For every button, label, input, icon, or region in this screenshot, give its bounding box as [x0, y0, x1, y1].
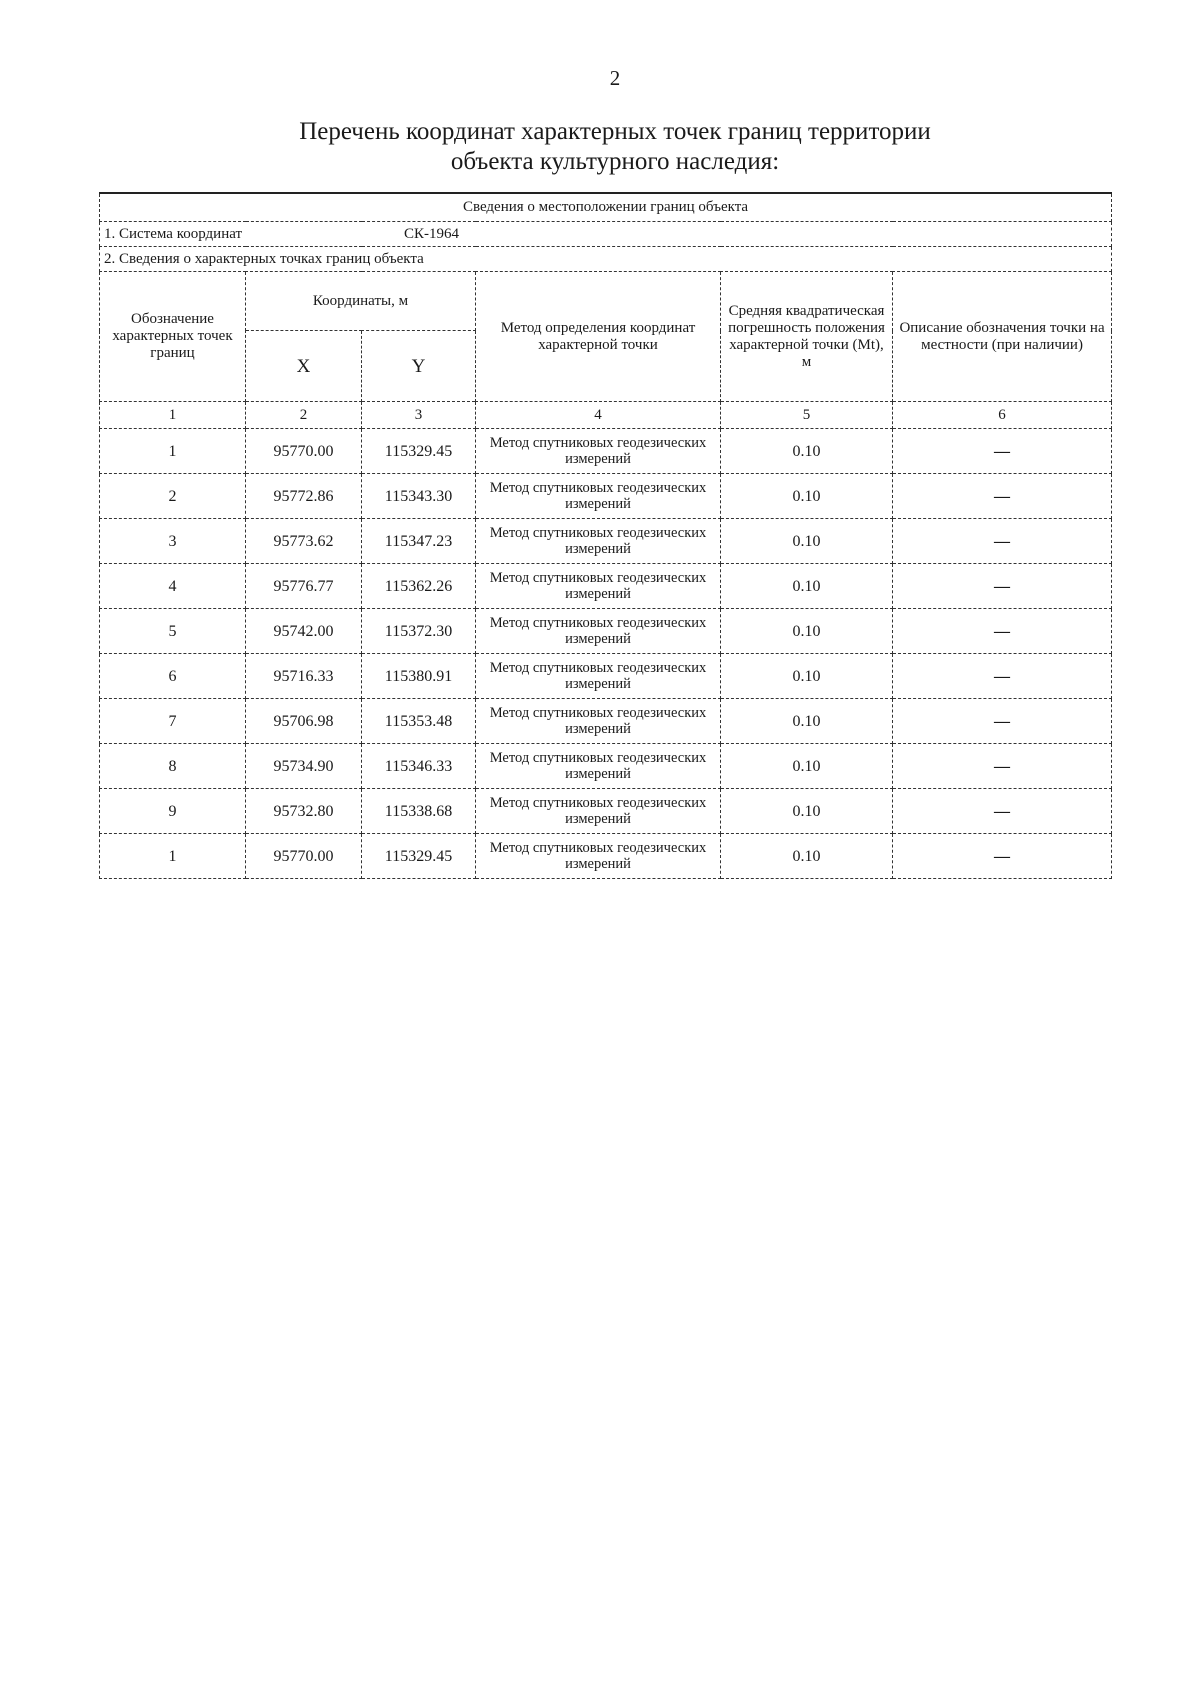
table-row [100, 429, 1112, 474]
header-x: X [246, 331, 362, 402]
coordinate-system-label: 1. Система координат [104, 225, 243, 242]
coord-x: 95776.77 [246, 564, 362, 609]
point-id: 9 [100, 789, 246, 834]
coord-y: 115329.45 [362, 429, 476, 474]
description: — [893, 789, 1112, 834]
coord-y: 115372.30 [362, 609, 476, 654]
section-label: 2. Сведения о характерных точках границ объекта [100, 247, 1112, 272]
title-line-1: Перечень координат характерных точек границ территории [299, 118, 931, 145]
method: Метод спутниковых геодезических измерений [476, 519, 721, 564]
description: — [893, 429, 1112, 474]
description: — [893, 519, 1112, 564]
table-row [100, 699, 1112, 744]
method: Метод спутниковых геодезических измерений [476, 564, 721, 609]
column-number: 6 [893, 402, 1112, 429]
coord-y: 115362.26 [362, 564, 476, 609]
column-number: 4 [476, 402, 721, 429]
description: — [893, 744, 1112, 789]
description: — [893, 834, 1112, 879]
method: Метод спутниковых геодезических измерений [476, 834, 721, 879]
table-row [100, 519, 1112, 564]
title-line-2: объекта культурного наследия: [450, 148, 780, 175]
error: 0.10 [721, 789, 893, 834]
method: Метод спутниковых геодезических измерений [476, 744, 721, 789]
header-coordinates: Координаты, м [246, 272, 476, 331]
coord-x: 95734.90 [246, 744, 362, 789]
column-number: 1 [100, 402, 246, 429]
coord-x: 95716.33 [246, 654, 362, 699]
table-row [100, 789, 1112, 834]
coord-x: 95770.00 [246, 834, 362, 879]
coordinate-system-value: СК-1964 [404, 225, 460, 242]
coord-y: 115338.68 [362, 789, 476, 834]
method: Метод спутниковых геодезических измерений [476, 474, 721, 519]
coord-y: 115353.48 [362, 699, 476, 744]
error: 0.10 [721, 654, 893, 699]
method: Метод спутниковых геодезических измерений [476, 609, 721, 654]
description: — [893, 474, 1112, 519]
table-row [100, 654, 1112, 699]
point-id: 4 [100, 564, 246, 609]
method: Метод спутниковых геодезических измерений [476, 789, 721, 834]
description: — [893, 699, 1112, 744]
error: 0.10 [721, 564, 893, 609]
error: 0.10 [721, 834, 893, 879]
point-id: 3 [100, 519, 246, 564]
table-info-header: Сведения о местоположении границ объекта [100, 193, 1112, 222]
error: 0.10 [721, 744, 893, 789]
table-row [100, 474, 1112, 519]
point-id: 8 [100, 744, 246, 789]
error: 0.10 [721, 519, 893, 564]
header-error: Средняя квадратическая погрешность положения характерной точки (Mt), м [721, 272, 893, 402]
table-row [100, 564, 1112, 609]
table-row [100, 609, 1112, 654]
coord-x: 95742.00 [246, 609, 362, 654]
point-id: 2 [100, 474, 246, 519]
page-number: 2 [609, 66, 621, 90]
table-row [100, 744, 1112, 789]
table-row [100, 834, 1112, 879]
description: — [893, 654, 1112, 699]
method: Метод спутниковых геодезических измерений [476, 654, 721, 699]
coord-x: 95772.86 [246, 474, 362, 519]
coord-y: 115343.30 [362, 474, 476, 519]
header-designation: Обозначение характерных точек границ [100, 272, 246, 402]
header-method: Метод определения координат характерной точки [476, 272, 721, 402]
header-y: Y [362, 331, 476, 402]
coord-y: 115380.91 [362, 654, 476, 699]
coordinates-table [99, 192, 1112, 879]
column-number: 2 [246, 402, 362, 429]
coord-x: 95732.80 [246, 789, 362, 834]
point-id: 1 [100, 429, 246, 474]
error: 0.10 [721, 429, 893, 474]
description: — [893, 609, 1112, 654]
method: Метод спутниковых геодезических измерений [476, 429, 721, 474]
coordinate-system-row [100, 222, 1112, 247]
point-id: 6 [100, 654, 246, 699]
document-title [0, 117, 1200, 177]
header-description: Описание обозначения точки на местности (при наличии) [893, 272, 1112, 402]
column-number: 5 [721, 402, 893, 429]
coord-y: 115346.33 [362, 744, 476, 789]
error: 0.10 [721, 609, 893, 654]
coord-x: 95706.98 [246, 699, 362, 744]
point-id: 5 [100, 609, 246, 654]
coord-x: 95773.62 [246, 519, 362, 564]
error: 0.10 [721, 474, 893, 519]
coord-y: 115347.23 [362, 519, 476, 564]
point-id: 7 [100, 699, 246, 744]
description: — [893, 564, 1112, 609]
column-number: 3 [362, 402, 476, 429]
coord-y: 115329.45 [362, 834, 476, 879]
point-id: 1 [100, 834, 246, 879]
coord-x: 95770.00 [246, 429, 362, 474]
error: 0.10 [721, 699, 893, 744]
method: Метод спутниковых геодезических измерений [476, 699, 721, 744]
